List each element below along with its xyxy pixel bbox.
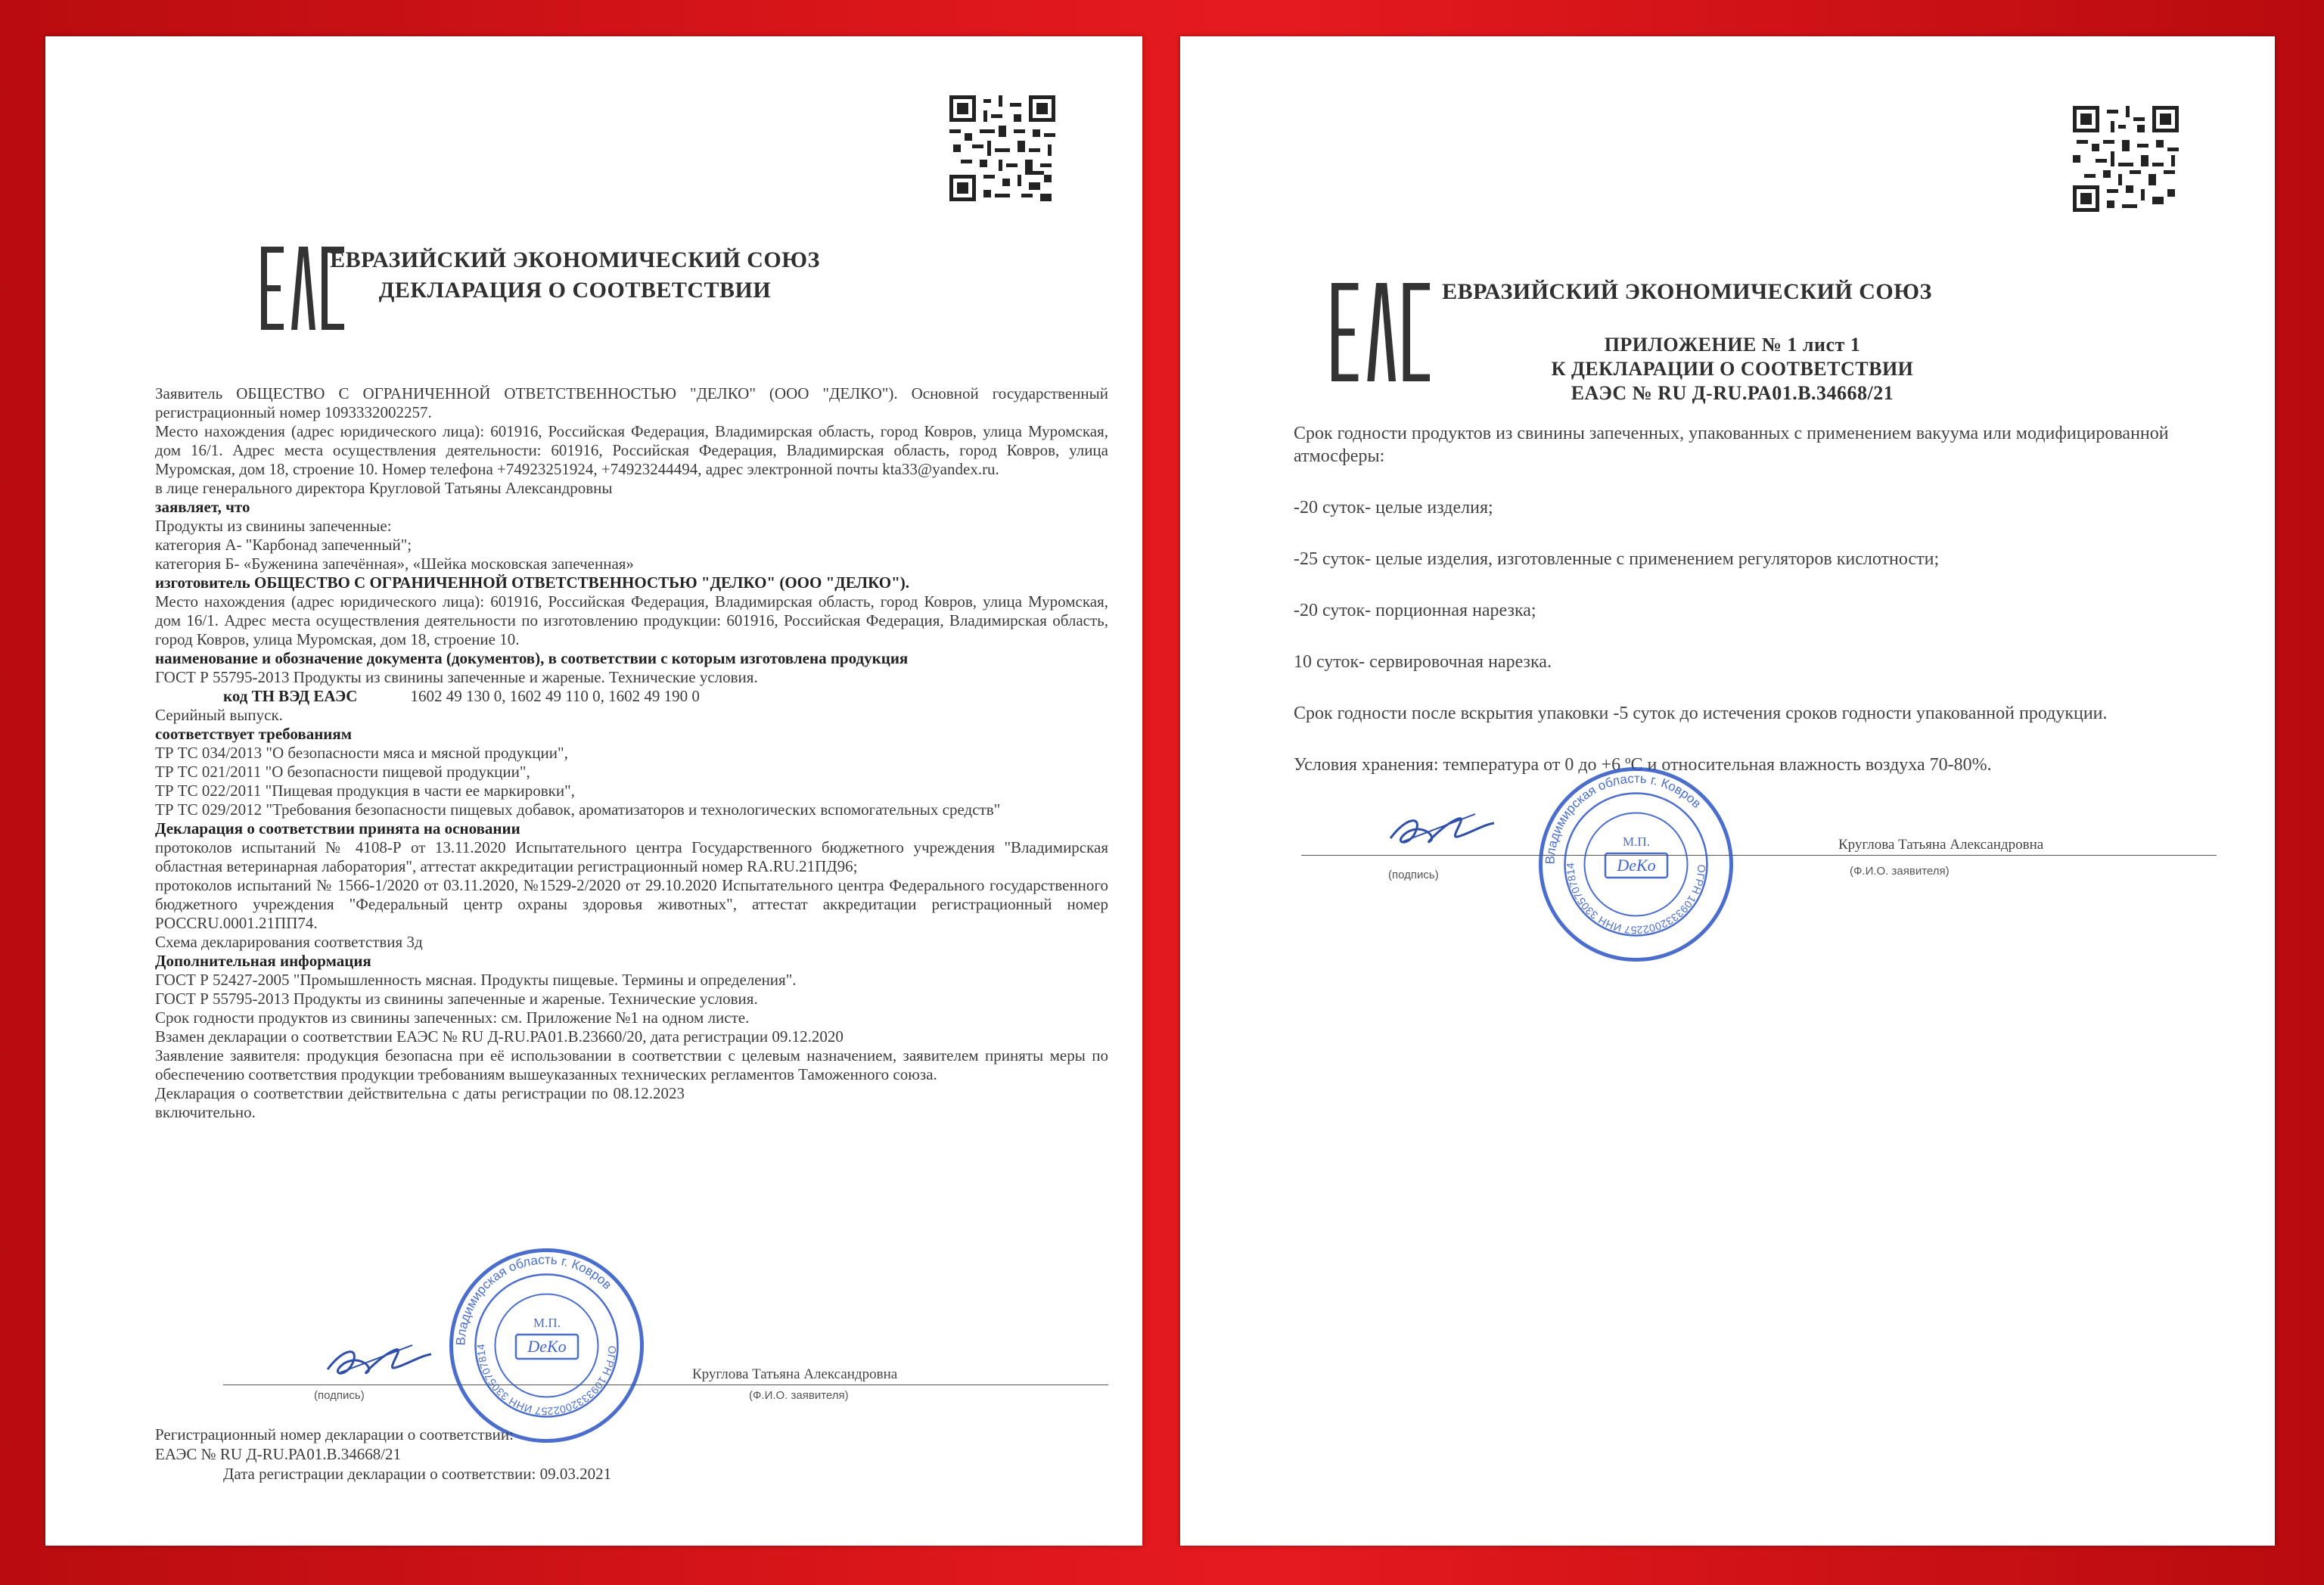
declaration-line: Серийный выпуск. (155, 706, 283, 724)
declaration-line: категория Б- «Буженина запечённая», «Шейка московская запеченная» (155, 555, 634, 573)
declaration-line: Дополнительная информация (155, 952, 371, 970)
annex-paragraph: -20 суток- целые изделия; (1294, 498, 1493, 517)
union-title: ЕВРАЗИЙСКИЙ ЭКОНОМИЧЕСКИЙ СОЮЗ (330, 247, 820, 272)
annex-page (1180, 36, 2275, 1546)
stamp-mp: М.П. (533, 1316, 561, 1330)
declaration-line: ГОСТ Р 52427-2005 "Промышленность мясная. Продукты пищевые. Термины и определения". (155, 971, 797, 989)
signature-caption: (подпись) (1388, 869, 1439, 881)
union-title: ЕВРАЗИЙСКИЙ ЭКОНОМИЧЕСКИЙ СОЮЗ (1442, 279, 1932, 304)
signer-caption: (Ф.И.О. заявителя) (749, 1389, 849, 1402)
declaration-line: в лице генерального директора Кругловой Татьяны Александровны (155, 479, 613, 497)
declaration-line: ТР ТС 022/2011 "Пищевая продукция в части ее маркировки", (155, 782, 575, 800)
declaration-line: соответствует требованиям (155, 725, 353, 743)
declaration-line: Взамен декларации о соответствии ЕАЭС № RU Д-RU.РА01.В.23660/20, дата регистрации 09.12.2020 (155, 1027, 844, 1046)
registration-number-label: Регистрационный номер декларации о соответствии: (155, 1425, 514, 1444)
stamp-inner-text: ОГРН 1093332002257 ИНН 3305707814 (474, 1344, 619, 1418)
declaration-line: ГОСТ Р 55795-2013 Продукты из свинины запеченные и жареные. Технические условия. (155, 668, 758, 686)
declaration-line: изготовитель ОБЩЕСТВО С ОГРАНИЧЕННОЙ ОТВЕТСТВЕННОСТЬЮ "ДЕЛКО" (ООО "ДЕЛКО"). (155, 573, 910, 592)
declaration-line: Заявление заявителя: продукция безопасна при её использовании в соответствии с целевым назначением, заявителем приняты меры по обеспечению соответствия продукции требованиям вышеуказанных технических регламентов Таможенного союза. (155, 1046, 1108, 1083)
registration-date: Дата регистрации декларации о соответствии: 09.03.2021 (223, 1465, 612, 1483)
annex-paragraph: Срок годности после вскрытия упаковки -5 суток до истечения сроков годности упакованной продукции. (1294, 704, 2108, 723)
declaration-line: ТР ТС 021/2011 "О безопасности пищевой продукции", (155, 763, 530, 781)
qr-code (2073, 106, 2179, 212)
declaration-line: ГОСТ Р 55795-2013 Продукты из свинины запеченные и жареные. Технические условия. (155, 990, 758, 1008)
stamp-logo: DeKo (527, 1337, 567, 1356)
declaration-line: Место нахождения (адрес юридического лица): 601916, Российская Федерация, Владимирская область, город Ковров, улица Муромская, дом 16/1. Адрес места осуществления деятельности по изготовлению продукции: 601916, Российская Федерация, Владимирская область, город Ковров, улица Муромская, дом 18, строение 10. (155, 592, 1108, 648)
declaration-line: ТР ТС 034/2013 "О безопасности мяса и мясной продукции", (155, 744, 568, 762)
stamp-logo: DeKo (1617, 856, 1656, 875)
tn-ved-label: код ТН ВЭД ЕАЭС (223, 687, 358, 705)
annex-paragraph: Условия хранения: температура от 0 до +6 ºС и относительная влажность воздуха 70-80%. (1294, 755, 1992, 775)
stamp-inner-text: ОГРН 1093332002257 ИНН 3305707814 (1564, 862, 1708, 937)
annex-body (1294, 422, 2217, 805)
tn-ved-codes: 1602 49 130 0, 1602 49 110 0, 1602 49 190 0 (410, 687, 700, 705)
declaration-line: Заявитель ОБЩЕСТВО С ОГРАНИЧЕННОЙ ОТВЕТСТВЕННОСТЬЮ "ДЕЛКО" (ООО "ДЕЛКО"). Основной государственный регистрационный номер 1093332002257. (155, 384, 1108, 421)
declaration-title: ДЕКЛАРАЦИЯ О СООТВЕТСТВИИ (378, 278, 772, 303)
handwritten-signature (1384, 808, 1498, 857)
annex-paragraph: 10 суток- сервировочная нарезка. (1294, 652, 1552, 672)
qr-code (949, 95, 1055, 201)
declaration-page (45, 36, 1142, 1546)
declaration-body (155, 384, 1108, 1122)
stamp-outer-text: Владимирская область г. Ковров (1543, 771, 1704, 865)
annex-declaration-number: ЕАЭС № RU Д-RU.РА01.В.34668/21 (1571, 382, 1894, 404)
tn-ved-row (155, 687, 1108, 706)
declaration-line: протоколов испытаний № 1566-1/2020 от 03.11.2020, №1529-2/2020 от 29.10.2020 Испытательного центра Федерального государственного бюджетного учреждения "Федеральный центр охраны здоровья животных", аттестат аккредитации регистрационный номер РОССRU.0001.21ПП74. (155, 876, 1108, 932)
annex-paragraph: -25 суток- целые изделия, изготовленные с применением регуляторов кислотности; (1294, 549, 1940, 569)
document-header (295, 245, 855, 306)
declaration-line: Продукты из свинины запеченные: (155, 517, 392, 535)
declaration-line: протоколов испытаний № 4108-Р от 13.11.2020 Испытательного центра Государственного бюджетного учреждения "Владимирская областная ветеринарная лаборатория", аттестат аккредитации регистрационный номер RA.RU.21ПД96; (155, 838, 1108, 875)
annex-subtitle: К ДЕКЛАРАЦИИ О СООТВЕТСТВИИ (1551, 358, 1914, 380)
declaration-line: Срок годности продуктов из свинины запеченных: см. Приложение №1 на одном листе. (155, 1008, 750, 1027)
stamp-mp: М.П. (1623, 834, 1650, 849)
annex-header (1468, 333, 1997, 406)
signer-name: Круглова Татьяна Александровна (1838, 837, 2044, 853)
declaration-line: наименование и обозначение документа (документов), в соответствии с которым изготовлена продукция (155, 649, 909, 667)
registration-number: ЕАЭС № RU Д-RU.РА01.В.34668/21 (155, 1445, 402, 1463)
signature-caption: (подпись) (314, 1389, 365, 1402)
annex-paragraph: Срок годности продуктов из свинины запеченных, упакованных с применением вакуума или модифицированной атмосферы: (1294, 424, 2169, 466)
company-stamp (446, 1245, 647, 1446)
declaration-line: категория А- "Карбонад запеченный"; (155, 536, 412, 554)
declaration-line: Декларация о соответствии действительна с даты регистрации по 08.12.2023 включительно. (155, 1084, 685, 1121)
declaration-line: ТР ТС 029/2012 "Требования безопасности пищевых добавок, ароматизаторов и технологических вспомогательных средств" (155, 800, 1001, 819)
declaration-line: Декларация о соответствии принята на основании (155, 819, 520, 838)
signature-line (1301, 855, 2217, 856)
declaration-line: заявляет, что (155, 498, 250, 516)
declaration-line: Схема декларирования соответствия 3д (155, 933, 423, 951)
company-stamp (1536, 764, 1736, 965)
registration-info (155, 1425, 836, 1484)
annex-title: ПРИЛОЖЕНИЕ № 1 лист 1 (1604, 334, 1861, 356)
signer-name: Круглова Татьяна Александровна (692, 1366, 898, 1382)
stamp-outer-text: Владимирская область г. Ковров (453, 1252, 615, 1346)
signer-caption: (Ф.И.О. заявителя) (1850, 865, 1950, 878)
handwritten-signature (322, 1339, 435, 1388)
declaration-line: Место нахождения (адрес юридического лица): 601916, Российская Федерация, Владимирская область, город Ковров, улица Муромская, дом 16/1. Адрес места осуществления деятельности: 601916, Российская Федерация, Владимирская область, город Ковров, улица Муромская, дом 18, строение 10. Номер телефона +74923251924, +74923244494, адрес электронной почты kta33@yandex.ru. (155, 422, 1108, 478)
annex-paragraph: -20 суток- порционная нарезка; (1294, 601, 1536, 620)
